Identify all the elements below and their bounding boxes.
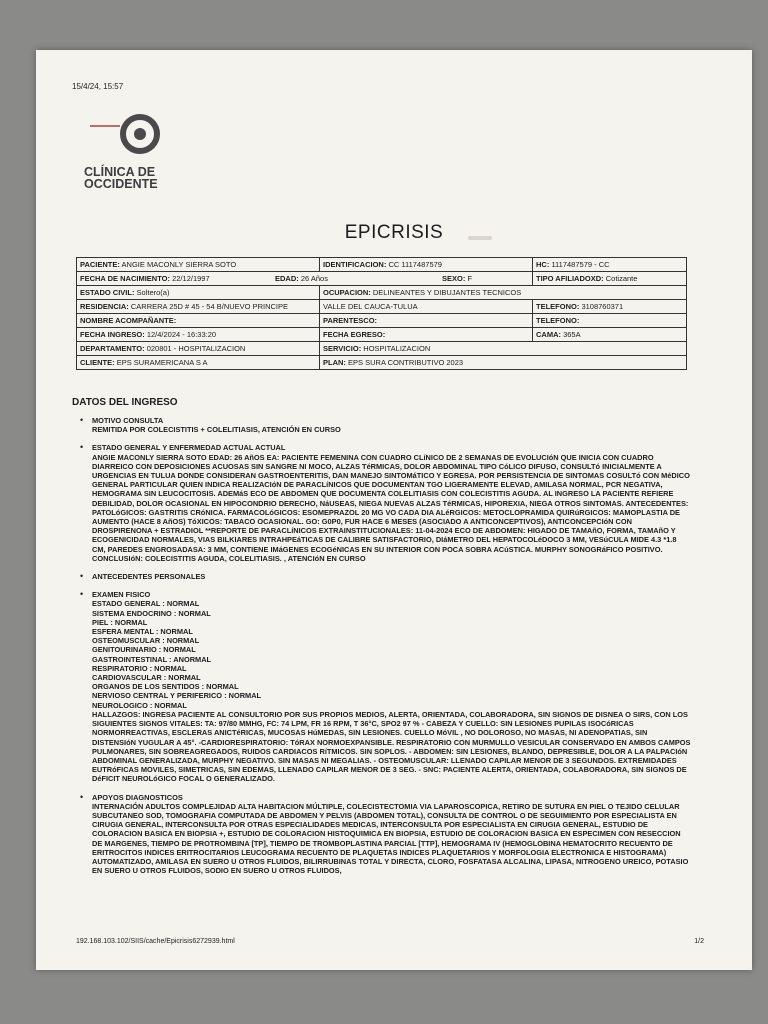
- footer-url: 192.168.103.102/SIIS/cache/Epicrisis6272939.html: [76, 938, 235, 945]
- item-body: REMITIDA POR COLECISTITIS + COLELITIASIS, ATENCIÓN EN CURSO: [92, 425, 341, 435]
- info-row: [77, 314, 687, 328]
- logo-line-2: OCCIDENTE: [84, 177, 158, 191]
- info-row: [77, 356, 687, 370]
- bullet-icon: •: [80, 589, 84, 600]
- residencia-cell: RESIDENCIA: CARRERA 25D # 45 - 54 B/NUEVO PRINCIPE: [77, 300, 320, 314]
- item-title: EXAMEN FISICO: [92, 590, 151, 600]
- info-row: [77, 272, 687, 286]
- hc-cell: HC: 1117487579 - CC: [533, 258, 687, 272]
- bullet-icon: •: [80, 791, 84, 802]
- list-item: [80, 442, 692, 563]
- bullet-icon: •: [80, 571, 84, 582]
- patient-info-table: [76, 257, 687, 370]
- info-row: [77, 300, 687, 314]
- ciudad-cell: VALLE DEL CAUCA-TULUA: [320, 300, 533, 314]
- bullet-icon: •: [80, 442, 84, 453]
- clinic-logo: [84, 112, 204, 192]
- list-item: [80, 791, 692, 876]
- list-item: [80, 415, 692, 435]
- clinic-logo-text: [84, 166, 158, 190]
- acompanante-cell: NOMBRE ACOMPAÑANTE:: [77, 314, 320, 328]
- plan-cell: PLAN: EPS SURA CONTRIBUTIVO 2023: [320, 356, 687, 370]
- section-title: DATOS DEL INGRESO: [72, 397, 178, 408]
- servicio-cell: SERVICIO: HOSPITALIZACION: [320, 342, 687, 356]
- fecha-ingreso-cell: FECHA INGRESO: 12/4/2024 - 16:33:20: [77, 328, 320, 342]
- bullet-icon: •: [80, 415, 84, 425]
- departamento-cell: DEPARTAMENTO: 020801 - HOSPITALIZACION: [77, 342, 320, 356]
- logo-line-1: CLÍNICA DE: [84, 165, 156, 179]
- list-item: [80, 589, 692, 784]
- item-body: ANGIE MACONLY SIERRA SOTO EDAD: 26 AñOS EA: PACIENTE FEMENINA CON CUADRO CLíNICO DE 2 SEMANAS DE EVOLUCIóN QUE INICIA CON CUADRO DIARREICO CON DEPOSICIONES ACUOSAS SIN SANGRE NI MOCO, ALZAS TéRMICAS, DOLOR ABDOMINAL TIPO CóLICO DIFUSO, CONSULTó INICIALMENTE A URGENCIAS EN TULUA DONDE CONSIDERAN GASTROENTERITIS, DAN MANEJO SINTOMáTICO Y EGRESA. POR PERSISTENCIA DE SINTOMAS COSULTó CON MéDICO GENERAL PARTICULAR QUIEN INDICA REALIZACIóN DE PARACLíNICOS QUE DOCUMENTAN TGO LIGERAMENTE ELEVAD, AMILASA NORMAL, PCR NEGATIVA, HEMOGRAMA SIN LEUCOCITOSIS. ADEMáS ECO DE ABDOMEN QUE DOCUMENTA COLELITIASIS CON COLECISTITIS AGUDA. AL INGRESO LA PACIENTE REFIERE DEBILIDAD, DOLOR OCASIONAL EN HIPOCONDRIO DERECHO, NáUSEAS, NIEGA NUEVAS ALZAS TéRMICAS, HIPOREXIA, NIEGA OTROS SINTOMAS. ANTECEDENTES: PATOLóGICOS: GASTRITIS CRóNICA. FARMACOLóGICOS: ESOMEPRAZOL 20 MG VO CADA DIA ALéRGICOS: METOCLOPRAMIDA QUIRúRGICOS: MAMOPLASTIA DE AUMENTO (HACE 8 AñOS) TóXICOS: TABACO OCASIONAL. GO: G0P0, FUR HACE 6 MESES (ASOCIADO A ANTICONCEPTIVOS), ANTICONCEPCIóN CON DROSPIRENONA + ESTRADIOL **REPORTE DE PARACLíNICOS EXTRAINSTITUCIONALES: 11-04-2024 ECO DE ABDOMEN: HIGADO DE TAMAñO, FORMA, TAMAñO Y ECOGENICIDAD NORMALES, VIAS BILKIARES INTRAHPEáTICAS DE CALIBRE SATISFACTORIO, DIáMETRO DEL HEPATOCOLéDOCO 3 MM, VESúCULA MIDE 4.3 *1.8 CM, PAREDES ENGROSADASA: 3 MM, CONTIENE IMáGENES ECOGéNICAS EN SU INTERIOR CON POCA SOBRA ACúSTICA. MURPHY SONOGRáFICO POSITIVO. CONCLUSIóN: COLECISTITIS AGUDA, COLELITIASIS. , ATENCIóN EN CURSO: [92, 452, 690, 563]
- item-body: ESTADO GENERAL : NORMAL SISTEMA ENDOCRINO : NORMAL PIEL : NORMAL ESFERA MENTAL : NORMAL OSTEOMUSCULAR : NORMAL GENITOURINARIO : NORMAL GASTROINTESTINAL : ANORMAL RESPIRATORIO : NORMAL CARDIOVASCULAR : NORMAL ORGANOS DE LOS SENTIDOS : NORMAL NERVIOSO CENTRAL Y PERIFERICO : NORMAL NEUROLOGICO : NORMAL HALLAZGOS: INGRESA PACIENTE AL CONSULTORIO POR SUS PROPIOS MEDIOS, ALERTA, ORIENTADA, COLABORADORA, SIN SIGNOS DE DISNEA O SIRS, CON LOS SIGUIENTES SIGNOS VITALES: TA: 97/80 MMHG, FC: 74 LPM, FR 16 RPM, T 36°C, SPO2 97 % - CABEZA Y CUELLO: SIN LESIONES PUPILAS ISOCóRICAS NORMORREACTIVAS, ESCLERAS ANICTéRICAS, MUCOSAS HúMEDAS, SIN LESIONES. CUELLO MóVIL , NO DOLOROSO, NO MASAS, NI ADENOPATIAS, SIN DISTENSIóN YUGULAR A 45°. -CARDIORESPIRATORIO: TóRAX NORMOEXPANSIBLE. RESPIRATORIO CON MURMULLO VESICULAR CONSERVADO EN AMBOS CAMPOS PULMONARES, SIN SOBREAGREGADOS, RUIDOS CARDIACOS RíTMICOS. SIN SOPLOS. - ABDOMEN: SIN LESIONES, BLANDO, DEPRESIBLE, DOLOR A LA PALPACIóN ABDOMINAL GENERALIZADA, MURPHY NEGATIVO. SIN MASAS NI MEGALIAS. - OSTEOMUSCULAR: LLENADO CAPILAR MENOR DE 3 SEGUNDOS. EXTREMIDADES EUTRóFICAS MOVILES, SIMETRICAS, SIN EDEMAS, LLENADO CAPILAR MENOR DE 3 SEG. - SNC: PACIENTE ALERTA, ORIENTADA, COLABORADORA, SIN SIGNOS DE DéFICIT NEUROLóGICO FOCAL O GENERALIZADO.: [92, 599, 691, 784]
- fecha-egreso-cell: FECHA EGRESO:: [320, 328, 533, 342]
- document-page: [36, 50, 752, 970]
- paciente-cell: PACIENTE: ANGIE MACONLY SIERRA SOTO: [77, 258, 320, 272]
- identificacion-cell: IDENTIFICACION: CC 1117487579: [320, 258, 533, 272]
- item-title: ANTECEDENTES PERSONALES: [92, 572, 206, 582]
- telefono2-cell: TELEFONO:: [533, 314, 687, 328]
- cliente-cell: CLIENTE: EPS SURAMERICANA S A: [77, 356, 320, 370]
- telefono-cell: TELEFONO: 3108760371: [533, 300, 687, 314]
- parentesco-cell: PARENTESCO:: [320, 314, 533, 328]
- ingreso-content: [80, 415, 692, 884]
- info-row: [77, 342, 687, 356]
- cama-cell: CAMA: 365A: [533, 328, 687, 342]
- list-item: [80, 571, 692, 582]
- print-timestamp: 15/4/24, 15:57: [72, 82, 124, 91]
- scan-smudge: [468, 236, 492, 240]
- nacimiento-cell: FECHA DE NACIMIENTO: 22/12/1997 EDAD: 26 Años SEXO: F: [77, 272, 533, 286]
- document-title: EPICRISIS: [344, 222, 444, 243]
- clinic-logo-icon: [90, 112, 200, 164]
- item-body: INTERNACIÓN ADULTOS COMPLEJIDAD ALTA HABITACION MÚLTIPLE, COLECISTECTOMIA VIA LAPAROSCOPICA, RETIRO DE SUTURA EN PIEL O TEJIDO CELULAR SUBCUTANEO SOD, TOMOGRAFIA COMPUTADA DE ABDOMEN Y PELVIS (ABDOMEN TOTAL), CONSULTA DE CONTROL O DE SEGUIMIENTO POR ESPECIALISTA EN CIRUGIA GENERAL, INTERCONSULTA POR OTRAS ESPECIALIDADES MEDICAS, INTERCONSULTA POR ESPECIALISTA EN CIRUGIA GENERAL, ESTUDIO DE COLORACION BASICA EN BIOPSIA +, ESTUDIO DE COLORACION HISTOQUIMICA EN BIOPSIA, ESTUDIO DE COLORACION BASICA EN ESPECIMEN CON RESECCION DE MARGENES, TIEMPO DE PROTROMBINA [TP], TIEMPO DE TROMBOPLASTINA PARCIAL [TTP], HEMOGRAMA IV (HEMOGLOBINA HEMATOCRITO RECUENTO DE ERITROCITOS INDICES ERITROCITARIOS LEUCOGRAMA RECUENTO DE PLAQUETAS INDICES PLAQUETARIOS Y MORFOLOGIA ELECTRONICA E HISTOGRAMA) AUTOMATIZADO, AMILASA EN SUERO U OTROS FLUIDOS, BILIRRUBINAS TOTAL Y DIRECTA, CLORO, FOSFATASA ALCALINA, LIPASA, NITROGENO UREICO, POTASIO EN SUERO U OTROS FLUIDOS, SODIO EN SUERO U OTROS FLUIDOS,: [92, 801, 689, 876]
- tipo-afiliado-cell: TIPO AFILIADOXD: Cotizante: [533, 272, 687, 286]
- info-row: [77, 328, 687, 342]
- info-row: [77, 258, 687, 272]
- page-number: 1/2: [694, 938, 704, 945]
- item-title: ESTADO GENERAL Y ENFERMEDAD ACTUAL ACTUAL: [92, 443, 286, 453]
- estado-civil-cell: ESTADO CIVIL: Soltero(a): [77, 286, 320, 300]
- item-title: MOTIVO CONSULTA: [92, 416, 164, 425]
- ocupacion-cell: OCUPACION: DELINEANTES Y DIBUJANTES TECNICOS: [320, 286, 687, 300]
- item-title: APOYOS DIAGNOSTICOS: [92, 792, 183, 802]
- info-row: [77, 286, 687, 300]
